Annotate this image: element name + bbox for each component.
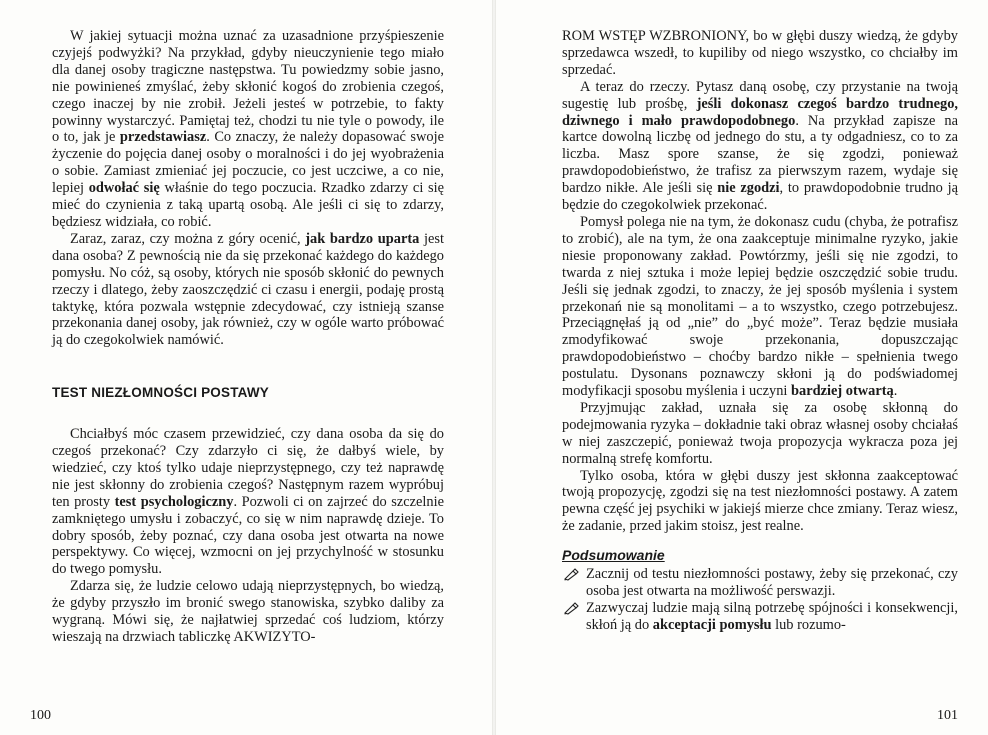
text-run: Zaraz, zaraz, czy można z góry ocenić, [70, 230, 306, 247]
paragraph [562, 28, 958, 79]
bold-text-run: akceptacji pomysłu [652, 616, 772, 633]
text-run: jest dana osoba? Z pewnością nie da się przekonać każdego do każdego pomysłu. No cóż, są osoby, których nie sposób skłonić do pewnych rzeczy i dlatego, żeby zaoszczędzić ci czasu i energii, podaję prostą taktykę, która pozwala wstępnie zdecydować, czy istnieją szanse przekonania danej osoby, jak również, czy w ogóle warto próbować ją do czegokolwiek namówić. [52, 230, 444, 349]
bold-text-run: jak bardzo uparta [305, 230, 420, 247]
text-run: Tylko osoba, która w głębi duszy jest skłonna zaakceptować twoją propozycję, zgodzi się na test niezłomności postawy. A zatem pewna część jej psychiki w jakiejś mierze chce zmiany. Teraz wiesz, że zadanie, przed jakim stoisz, jest realne. [562, 467, 958, 535]
bold-text-run: nie zgodzi [717, 180, 780, 197]
bold-text-run: przedstawiasz [119, 129, 207, 146]
paragraph [562, 400, 958, 468]
bold-text-run: bardziej otwartą [791, 383, 894, 400]
paragraph [562, 214, 958, 400]
paragraph [562, 79, 958, 214]
text-run: Chciałbyś móc czasem przewidzieć, czy dana osoba da się do czegoś przekonać? Czy zdarzyło ci się, że dałbyś wiele, by wiedzieć, czy ktoś tylko udaje nieprzystępnego, czy też naprawdę nie jest skłonny do zrobienia czegoś? Następnym razem wypróbuj ten prosty [52, 426, 444, 510]
text-run: Pomysł polega nie na tym, że dokonasz cudu (chyba, że potrafisz to zrobić), ale na tym, że ona zaakceptuje minimalne ryzyko, jakie niesie proponowany zakład. Powtórzmy, jeśli się nie zgodzi, to twarda z niej sztuka i może lepiej będzie oszczędzić sobie trudu. Jeśli się jednak zgodzi, to znaczy, że jej sposób myślenia i system przekonań nie są monolitami – a to wszystko, czego potrzebujesz. Przeciągnęłaś ją od „nie” do „być może”. Teraz będzie musiała zmodyfikować swoje przekonania, dopuszczając prawdopodobieństwo – choćby bardzo nikłe – spełnienia twego postulatu. Dysonans poznawczy skłoni ją do podświadomej modyfikacji sposobu myślenia i uczyni [562, 213, 958, 400]
summary-heading: Podsumowanie [562, 547, 665, 564]
page-number-left: 100 [30, 708, 51, 723]
pencil-hand-icon [564, 567, 580, 581]
summary-item-text [586, 600, 958, 633]
bold-text-run: jeśli dokonasz czegoś bardzo trudnego, dziwnego i mało prawdopodobnego [562, 95, 959, 129]
text-run: ROM WSTĘP WZBRONIONY, bo w głębi duszy wiedzą, że gdyby sprzedawca wszedł, to kupiliby od niego wszystko, co chciałby im sprzedać. [562, 28, 958, 78]
section-heading: TEST NIEZŁOMNOŚCI POSTAWY [52, 385, 270, 401]
page-number-right: 101 [937, 708, 958, 723]
text-run: W jakiej sytuacji można uznać za uzasadnione przyśpieszenie czyjejś podwyżki? Na przykład, gdyby nieuczynienie tego miało dla danej osoby tragiczne następstwa. Tu powiedzmy sobie jasno, nie powinieneś zmyślać, żeby skłonić kogoś do zrobienia czegoś, czego inaczej by nie zrobił. Jeżeli jesteś w potrzebie, to fakty powinny wystarczyć. Pamiętaj też, chodzi tu nie tyle o powody, ile o to, jak je [52, 28, 444, 146]
summary-item-text [586, 566, 958, 599]
right-page-text [562, 28, 958, 634]
text-run: Zacznij od testu niezłomności postawy, żeby się przekonać, czy osoba jest otwarta na możliwość perswazji. [586, 566, 958, 599]
text-run: Zdarza się, że ludzie celowo udają nieprzystępnych, bo wiedzą, że gdyby przyszło im bronić swego stanowiska, szybko daliby za wygraną. Mówi się, że najłatwiej sprzedać coś ludziom, którzy wieszają na drzwiach tabliczkę AKWIZYTO- [52, 578, 444, 645]
left-page-text [52, 28, 444, 646]
text-run: A teraz do rzeczy. Pytasz daną osobę, czy przystanie na twoją sugestię lub prośbę, [562, 78, 958, 112]
text-run: . Co znaczy, że należy dopasować swoje życzenie do pojęcia danej osoby o moralności i do jej wyobrażenia o sobie. Zamiast zmieniać jej poczucie, co jest uczciwe, a co nie, lepiej [52, 129, 444, 197]
paragraph [52, 578, 444, 646]
paragraph [52, 426, 444, 578]
text-run: , to prawdopodobnie trudno ją będzie do czegokolwiek przekonać. [562, 180, 959, 214]
paragraph [52, 28, 444, 231]
paragraph [562, 468, 958, 536]
pencil-hand-icon [564, 601, 580, 615]
text-run: lub rozumo- [771, 616, 846, 633]
paragraph [52, 231, 444, 349]
text-run: Przyjmując zakład, uznała się za osobę skłonną do podejmowania ryzyka – dokładnie taki obraz własnej osoby chciałaś w niej zaszczepić, ponieważ twoja propozycja wykracza poza jej normalną strefę komfortu. [562, 399, 958, 467]
summary-item [586, 566, 958, 600]
text-run: właśnie do tego poczucia. Rzadko zdarzy ci się mieć do czynienia z taką upartą osobą. Ale jeśli ci się to zdarzy, będziesz widziała, co robić. [52, 180, 445, 230]
text-run: . Pozwoli ci on zajrzeć do szczelnie zamkniętego umysłu i zobaczyć, co się w nim naprawdę dzieje. To dobry sposób, żeby poznać, czy dana osoba jest otwarta na nowe perspektywy. Co więcej, wzmocni on jej przychylność w stosunku do twego pomysłu. [52, 493, 444, 578]
text-run: . [893, 383, 898, 400]
bold-text-run: test psychologiczny [114, 493, 234, 510]
bold-text-run: odwołać się [88, 180, 160, 197]
text-run: Zazwyczaj ludzie mają silną potrzebę spójności i konsekwencji, skłoń ją do [586, 599, 958, 633]
text-run: . Na przykład zapisze na kartce dowolną liczbę od jednego do stu, a ty odgadniesz, co to za liczba. Masz spore szanse, że się zgodzi, ponieważ prawdopodobieństwo, że trafisz za pierwszym razem, wydaje się bardzo nikłe. Ale jeśli się [562, 112, 959, 197]
summary-list [562, 566, 958, 634]
summary-item [586, 600, 958, 634]
right-page [494, 0, 988, 735]
